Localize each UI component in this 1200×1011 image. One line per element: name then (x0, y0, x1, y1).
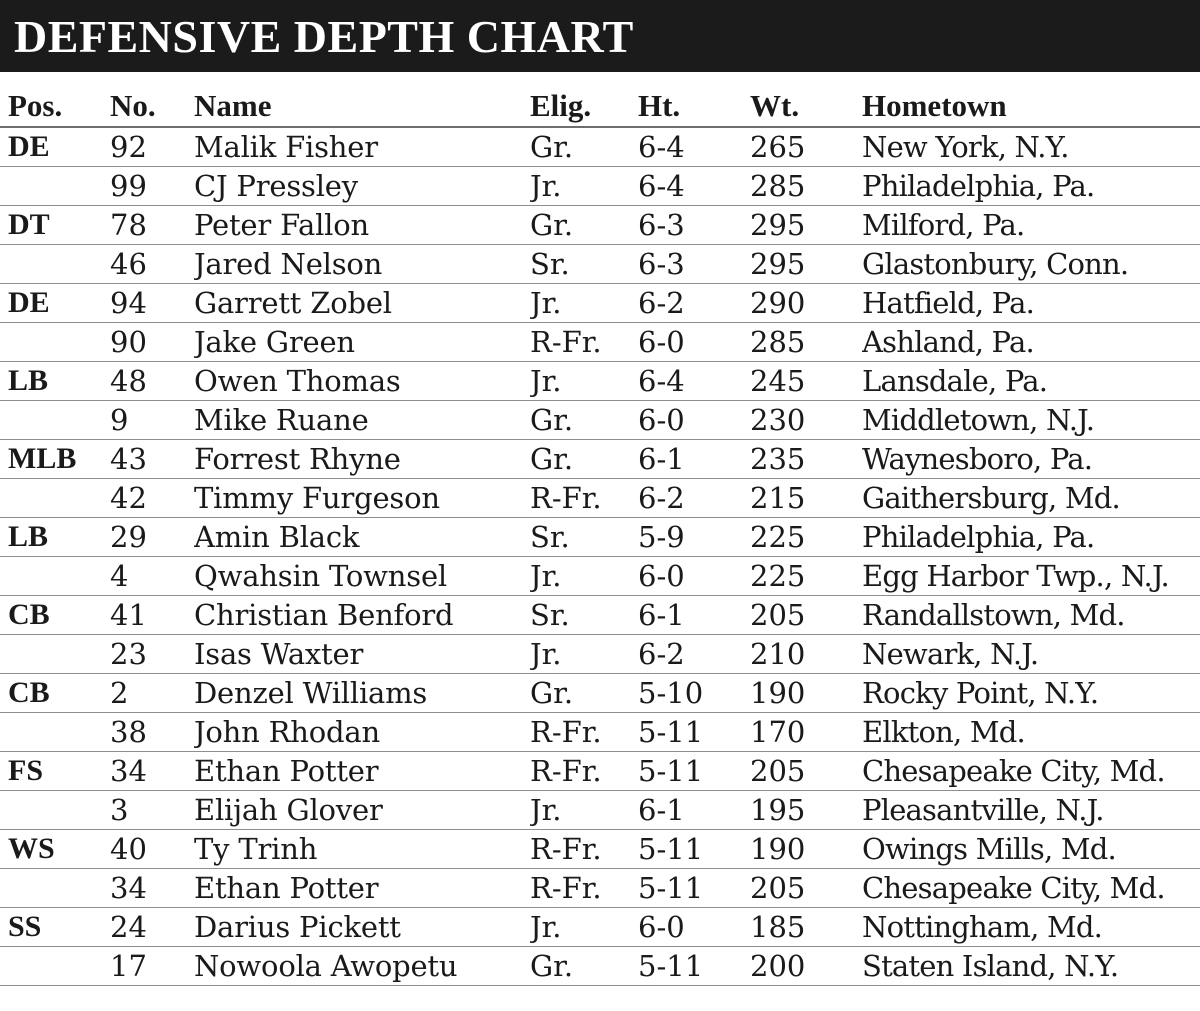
hometown-cell: Staten Island, N.Y. (862, 947, 1200, 986)
table-row (0, 908, 1200, 947)
weight-cell: 205 (750, 596, 862, 635)
depth-chart-table (0, 86, 1200, 986)
height-cell: 6-1 (638, 440, 750, 479)
height-cell: 5-11 (638, 830, 750, 869)
table-row (0, 284, 1200, 323)
number-cell: 2 (110, 674, 194, 713)
column-header-wt: Wt. (750, 86, 862, 127)
player-name-cell: Denzel Williams (194, 674, 530, 713)
weight-cell: 295 (750, 206, 862, 245)
player-name-cell: CJ Pressley (194, 167, 530, 206)
eligibility-cell: Jr. (530, 167, 638, 206)
weight-cell: 205 (750, 752, 862, 791)
hometown-cell: Milford, Pa. (862, 206, 1200, 245)
player-name-cell: Peter Fallon (194, 206, 530, 245)
eligibility-cell: Gr. (530, 440, 638, 479)
position-cell: FS (0, 752, 110, 791)
hometown-cell: Gaithersburg, Md. (862, 479, 1200, 518)
weight-cell: 290 (750, 284, 862, 323)
number-cell: 24 (110, 908, 194, 947)
number-cell: 40 (110, 830, 194, 869)
eligibility-cell: Jr. (530, 908, 638, 947)
hometown-cell: Owings Mills, Md. (862, 830, 1200, 869)
number-cell: 4 (110, 557, 194, 596)
weight-cell: 235 (750, 440, 862, 479)
number-cell: 48 (110, 362, 194, 401)
position-cell (0, 635, 110, 674)
number-cell: 46 (110, 245, 194, 284)
weight-cell: 190 (750, 830, 862, 869)
height-cell: 6-4 (638, 167, 750, 206)
position-cell (0, 947, 110, 986)
player-name-cell: John Rhodan (194, 713, 530, 752)
hometown-cell: Nottingham, Md. (862, 908, 1200, 947)
weight-cell: 225 (750, 518, 862, 557)
position-cell (0, 245, 110, 284)
table-row (0, 869, 1200, 908)
height-cell: 6-2 (638, 479, 750, 518)
hometown-cell: Middletown, N.J. (862, 401, 1200, 440)
player-name-cell: Malik Fisher (194, 127, 530, 167)
height-cell: 6-2 (638, 635, 750, 674)
eligibility-cell: R-Fr. (530, 713, 638, 752)
weight-cell: 295 (750, 245, 862, 284)
hometown-cell: Philadelphia, Pa. (862, 518, 1200, 557)
player-name-cell: Owen Thomas (194, 362, 530, 401)
weight-cell: 210 (750, 635, 862, 674)
height-cell: 5-9 (638, 518, 750, 557)
eligibility-cell: Jr. (530, 557, 638, 596)
weight-cell: 230 (750, 401, 862, 440)
eligibility-cell: Jr. (530, 362, 638, 401)
column-header-pos: Pos. (0, 86, 110, 127)
player-name-cell: Nowoola Awopetu (194, 947, 530, 986)
table-row (0, 440, 1200, 479)
eligibility-cell: Jr. (530, 284, 638, 323)
column-header-ht: Ht. (638, 86, 750, 127)
player-name-cell: Timmy Furgeson (194, 479, 530, 518)
eligibility-cell: Gr. (530, 127, 638, 167)
hometown-cell: Newark, N.J. (862, 635, 1200, 674)
number-cell: 9 (110, 401, 194, 440)
table-row (0, 830, 1200, 869)
hometown-cell: New York, N.Y. (862, 127, 1200, 167)
weight-cell: 285 (750, 167, 862, 206)
position-cell (0, 401, 110, 440)
player-name-cell: Jake Green (194, 323, 530, 362)
number-cell: 38 (110, 713, 194, 752)
number-cell: 99 (110, 167, 194, 206)
position-cell: WS (0, 830, 110, 869)
eligibility-cell: Gr. (530, 674, 638, 713)
player-name-cell: Mike Ruane (194, 401, 530, 440)
number-cell: 34 (110, 869, 194, 908)
height-cell: 5-11 (638, 947, 750, 986)
weight-cell: 265 (750, 127, 862, 167)
table-row (0, 557, 1200, 596)
hometown-cell: Elkton, Md. (862, 713, 1200, 752)
player-name-cell: Qwahsin Townsel (194, 557, 530, 596)
title-bar (0, 0, 1200, 72)
hometown-cell: Hatfield, Pa. (862, 284, 1200, 323)
position-cell: LB (0, 362, 110, 401)
player-name-cell: Ty Trinh (194, 830, 530, 869)
position-cell (0, 869, 110, 908)
position-cell (0, 323, 110, 362)
eligibility-cell: R-Fr. (530, 323, 638, 362)
table-row (0, 791, 1200, 830)
position-cell: SS (0, 908, 110, 947)
table-header (0, 86, 1200, 127)
position-cell: CB (0, 674, 110, 713)
column-header-elig: Elig. (530, 86, 638, 127)
table-row (0, 674, 1200, 713)
hometown-cell: Lansdale, Pa. (862, 362, 1200, 401)
table-row (0, 479, 1200, 518)
height-cell: 6-2 (638, 284, 750, 323)
number-cell: 23 (110, 635, 194, 674)
number-cell: 78 (110, 206, 194, 245)
table-row (0, 518, 1200, 557)
position-cell (0, 479, 110, 518)
position-cell (0, 167, 110, 206)
player-name-cell: Elijah Glover (194, 791, 530, 830)
hometown-cell: Egg Harbor Twp., N.J. (862, 557, 1200, 596)
weight-cell: 215 (750, 479, 862, 518)
player-name-cell: Jared Nelson (194, 245, 530, 284)
header-row (0, 86, 1200, 127)
eligibility-cell: Sr. (530, 518, 638, 557)
position-cell: DE (0, 127, 110, 167)
weight-cell: 170 (750, 713, 862, 752)
player-name-cell: Forrest Rhyne (194, 440, 530, 479)
height-cell: 6-3 (638, 245, 750, 284)
eligibility-cell: Sr. (530, 245, 638, 284)
eligibility-cell: Gr. (530, 947, 638, 986)
weight-cell: 200 (750, 947, 862, 986)
hometown-cell: Randallstown, Md. (862, 596, 1200, 635)
eligibility-cell: Gr. (530, 206, 638, 245)
weight-cell: 195 (750, 791, 862, 830)
position-cell: DT (0, 206, 110, 245)
number-cell: 92 (110, 127, 194, 167)
player-name-cell: Amin Black (194, 518, 530, 557)
weight-cell: 285 (750, 323, 862, 362)
table-row (0, 596, 1200, 635)
table-row (0, 245, 1200, 284)
eligibility-cell: R-Fr. (530, 479, 638, 518)
height-cell: 6-1 (638, 791, 750, 830)
table-row (0, 323, 1200, 362)
hometown-cell: Ashland, Pa. (862, 323, 1200, 362)
player-name-cell: Darius Pickett (194, 908, 530, 947)
number-cell: 94 (110, 284, 194, 323)
height-cell: 6-0 (638, 557, 750, 596)
table-row (0, 167, 1200, 206)
hometown-cell: Rocky Point, N.Y. (862, 674, 1200, 713)
hometown-cell: Chesapeake City, Md. (862, 752, 1200, 791)
height-cell: 6-4 (638, 127, 750, 167)
number-cell: 3 (110, 791, 194, 830)
weight-cell: 185 (750, 908, 862, 947)
position-cell: DE (0, 284, 110, 323)
position-cell (0, 557, 110, 596)
eligibility-cell: Jr. (530, 635, 638, 674)
table-row (0, 752, 1200, 791)
weight-cell: 205 (750, 869, 862, 908)
number-cell: 42 (110, 479, 194, 518)
position-cell: LB (0, 518, 110, 557)
weight-cell: 190 (750, 674, 862, 713)
table-row (0, 947, 1200, 986)
number-cell: 17 (110, 947, 194, 986)
table-row (0, 401, 1200, 440)
table-row (0, 127, 1200, 167)
hometown-cell: Glastonbury, Conn. (862, 245, 1200, 284)
player-name-cell: Ethan Potter (194, 752, 530, 791)
height-cell: 5-11 (638, 752, 750, 791)
player-name-cell: Ethan Potter (194, 869, 530, 908)
player-name-cell: Garrett Zobel (194, 284, 530, 323)
column-header-name: Name (194, 86, 530, 127)
weight-cell: 245 (750, 362, 862, 401)
eligibility-cell: R-Fr. (530, 830, 638, 869)
position-cell: MLB (0, 440, 110, 479)
eligibility-cell: Gr. (530, 401, 638, 440)
number-cell: 41 (110, 596, 194, 635)
table-row (0, 713, 1200, 752)
height-cell: 6-0 (638, 401, 750, 440)
position-cell (0, 713, 110, 752)
hometown-cell: Philadelphia, Pa. (862, 167, 1200, 206)
hometown-cell: Pleasantville, N.J. (862, 791, 1200, 830)
page-title: DEFENSIVE DEPTH CHART (14, 10, 634, 62)
weight-cell: 225 (750, 557, 862, 596)
number-cell: 34 (110, 752, 194, 791)
number-cell: 43 (110, 440, 194, 479)
table-row (0, 362, 1200, 401)
eligibility-cell: Jr. (530, 791, 638, 830)
eligibility-cell: R-Fr. (530, 869, 638, 908)
number-cell: 29 (110, 518, 194, 557)
position-cell (0, 791, 110, 830)
height-cell: 6-0 (638, 908, 750, 947)
table-row (0, 206, 1200, 245)
hometown-cell: Chesapeake City, Md. (862, 869, 1200, 908)
number-cell: 90 (110, 323, 194, 362)
table-body (0, 127, 1200, 986)
height-cell: 6-0 (638, 323, 750, 362)
eligibility-cell: Sr. (530, 596, 638, 635)
player-name-cell: Christian Benford (194, 596, 530, 635)
height-cell: 5-11 (638, 869, 750, 908)
player-name-cell: Isas Waxter (194, 635, 530, 674)
height-cell: 5-11 (638, 713, 750, 752)
position-cell: CB (0, 596, 110, 635)
hometown-cell: Waynesboro, Pa. (862, 440, 1200, 479)
height-cell: 6-3 (638, 206, 750, 245)
column-header-no: No. (110, 86, 194, 127)
eligibility-cell: R-Fr. (530, 752, 638, 791)
height-cell: 5-10 (638, 674, 750, 713)
column-header-hometown: Hometown (862, 86, 1200, 127)
height-cell: 6-4 (638, 362, 750, 401)
height-cell: 6-1 (638, 596, 750, 635)
table-row (0, 635, 1200, 674)
